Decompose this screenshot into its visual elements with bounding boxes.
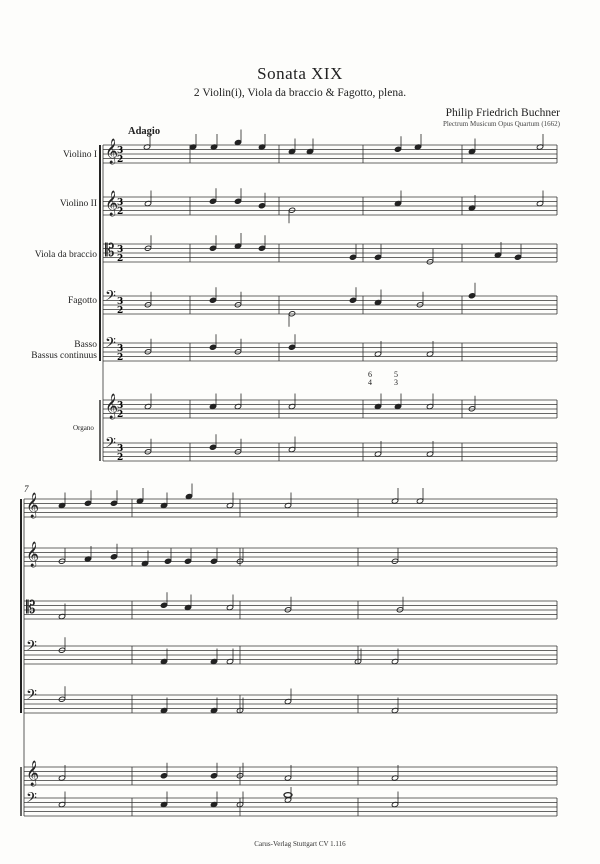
staff-system1-7 [103, 443, 557, 461]
note [110, 544, 117, 560]
quarter-notehead [210, 773, 217, 779]
note [209, 334, 216, 350]
note [494, 242, 501, 258]
note [288, 394, 295, 410]
note [144, 191, 151, 207]
note [210, 649, 217, 665]
figured-bass-figure: 5 3 [394, 370, 398, 387]
staff-system1-3 [103, 244, 557, 262]
note [284, 493, 291, 509]
note [110, 490, 117, 506]
note [141, 551, 148, 567]
note [414, 134, 421, 150]
bass-clef-icon: 𝄢 [26, 687, 37, 707]
alto-clef-icon: 𝄡 [105, 241, 115, 261]
note [210, 763, 217, 779]
source-reference: Plectrum Musicum Opus Quartum (1662) [442, 120, 560, 128]
note [374, 394, 381, 410]
bass-clef-icon: 𝄢 [26, 638, 37, 658]
note [416, 488, 423, 504]
time-signature-numerator: 3 [117, 297, 124, 307]
note [374, 290, 381, 306]
time-signature-numerator: 3 [117, 401, 124, 411]
staff-system2-2 [24, 548, 557, 566]
treble-clef-icon: 𝄞 [105, 139, 119, 164]
note [426, 441, 433, 457]
note [58, 604, 65, 620]
note [58, 637, 65, 653]
instrument-label-violino-2: Violino II [59, 199, 97, 209]
score-title: Sonata XIX [257, 64, 343, 83]
time-signature-denominator: 2 [117, 306, 124, 316]
note [144, 394, 151, 410]
time-signature-denominator: 2 [117, 207, 124, 217]
staff-system1-1 [103, 145, 557, 163]
note [258, 193, 265, 209]
note [226, 595, 233, 611]
note [394, 136, 401, 152]
note [391, 792, 398, 808]
note [374, 244, 381, 260]
note [160, 792, 167, 808]
instrument-label-basso: Basso [74, 340, 97, 350]
quarter-notehead [210, 558, 217, 564]
note [160, 649, 167, 665]
quarter-notehead [234, 198, 241, 204]
note [468, 396, 475, 412]
quarter-notehead [209, 444, 216, 450]
note [210, 134, 217, 150]
instrument-label-organo: Organo [73, 424, 94, 432]
note [209, 434, 216, 450]
note [426, 249, 433, 265]
time-signature-numerator: 3 [117, 146, 124, 156]
bass-clef-icon: 𝄢 [105, 435, 116, 455]
quarter-notehead [349, 254, 356, 260]
note [468, 139, 475, 155]
time-signature-denominator: 2 [117, 410, 124, 420]
staff-system2-1 [24, 499, 557, 517]
note [234, 439, 241, 455]
time-signature-numerator: 3 [117, 245, 124, 255]
note [536, 134, 543, 150]
treble-clef-icon: 𝄞 [105, 394, 119, 419]
note [160, 763, 167, 779]
note [514, 244, 521, 260]
note [144, 235, 151, 251]
note [391, 488, 398, 504]
composer-name: Philip Friedrich Buchner [445, 107, 560, 119]
publisher-footer: Carus-Verlag Stuttgart CV 1.116 [254, 840, 346, 848]
note [144, 292, 151, 308]
note [394, 394, 401, 410]
quarter-notehead [258, 203, 265, 209]
note [396, 597, 403, 613]
staff-system1-6 [103, 400, 557, 418]
note [258, 235, 265, 251]
note [426, 341, 433, 357]
note [284, 597, 291, 613]
note [391, 765, 398, 781]
note [209, 394, 216, 410]
note [374, 441, 381, 457]
quarter-notehead [110, 554, 117, 560]
note [234, 339, 241, 355]
quarter-notehead [110, 500, 117, 506]
score-subtitle: 2 Violin(i), Viola da braccio & Fagotto, plena. [193, 87, 407, 99]
time-signature-denominator: 2 [117, 353, 124, 363]
note [349, 244, 356, 260]
quarter-notehead [209, 297, 216, 303]
note [144, 439, 151, 455]
quarter-notehead [374, 254, 381, 260]
quarter-notehead [349, 297, 356, 303]
note [394, 191, 401, 207]
note [210, 792, 217, 808]
note [84, 490, 91, 506]
quarter-notehead [288, 344, 295, 350]
note [164, 548, 171, 564]
note [234, 233, 241, 249]
quarter-notehead [160, 773, 167, 779]
note [160, 493, 167, 509]
note [426, 394, 433, 410]
note [234, 292, 241, 308]
note [136, 488, 143, 504]
instrument-label-fagotto: Fagotto [67, 296, 97, 306]
note [184, 548, 191, 564]
time-signature-numerator: 3 [117, 444, 124, 454]
staff-system1-4 [103, 296, 557, 314]
quarter-notehead [258, 245, 265, 251]
quarter-notehead [468, 293, 475, 299]
note [209, 188, 216, 204]
note [258, 134, 265, 150]
quarter-notehead [160, 602, 167, 608]
note [226, 649, 233, 665]
note [288, 334, 295, 350]
note [234, 188, 241, 204]
time-signature-denominator: 2 [117, 254, 124, 264]
note [58, 765, 65, 781]
note [209, 287, 216, 303]
bass-clef-icon: 𝄢 [105, 288, 116, 308]
note [284, 787, 291, 803]
note [391, 698, 398, 714]
note [306, 139, 313, 155]
note [416, 292, 423, 308]
treble-clef-icon: 𝄞 [26, 761, 40, 786]
note [288, 437, 295, 453]
staff-system2-5 [24, 695, 557, 713]
note [349, 287, 356, 303]
instrument-label-viola: Viola da braccio [34, 250, 97, 260]
bass-clef-icon: 𝄢 [26, 790, 37, 810]
note [234, 394, 241, 410]
note [468, 195, 475, 211]
time-signature-denominator: 2 [117, 155, 124, 165]
measure-number: 7 [24, 484, 29, 494]
note [210, 698, 217, 714]
note [160, 592, 167, 608]
staff-system1-5 [103, 343, 557, 361]
note [144, 339, 151, 355]
note [184, 595, 191, 611]
note [288, 139, 295, 155]
quarter-notehead [164, 558, 171, 564]
note [185, 484, 192, 500]
note [391, 548, 398, 564]
note [210, 548, 217, 564]
staff-system1-2 [103, 197, 557, 215]
note [143, 134, 150, 150]
note [160, 698, 167, 714]
quarter-notehead [209, 245, 216, 251]
note [536, 191, 543, 207]
quarter-notehead [394, 146, 401, 152]
note [284, 689, 291, 705]
tempo-marking: Adagio [128, 126, 161, 137]
quarter-notehead [184, 558, 191, 564]
note [84, 546, 91, 562]
time-signature-numerator: 3 [117, 198, 124, 208]
instrument-label-violino-1: Violino I [63, 150, 97, 160]
time-signature-numerator: 3 [117, 344, 124, 354]
note [189, 134, 196, 150]
note [58, 493, 65, 509]
instrument-label-bassus-continuus: Bassus continuus [31, 351, 97, 361]
treble-clef-icon: 𝄞 [26, 542, 40, 567]
staff-system2-4 [24, 646, 557, 664]
note [391, 649, 398, 665]
quarter-notehead [209, 344, 216, 350]
note [234, 130, 241, 146]
note [468, 283, 475, 299]
note [288, 311, 295, 327]
note [58, 792, 65, 808]
note [58, 686, 65, 702]
quarter-notehead [514, 254, 521, 260]
bass-clef-icon: 𝄢 [105, 335, 116, 355]
alto-clef-icon: 𝄡 [26, 598, 36, 618]
treble-clef-icon: 𝄞 [105, 191, 119, 216]
note [58, 548, 65, 564]
note [374, 341, 381, 357]
quarter-notehead [84, 500, 91, 506]
quarter-notehead [209, 198, 216, 204]
note [284, 765, 291, 781]
note [226, 493, 233, 509]
note [209, 235, 216, 251]
time-signature-denominator: 2 [117, 453, 124, 463]
treble-clef-icon: 𝄞 [26, 493, 40, 518]
figured-bass-figure: 6 4 [368, 370, 372, 387]
